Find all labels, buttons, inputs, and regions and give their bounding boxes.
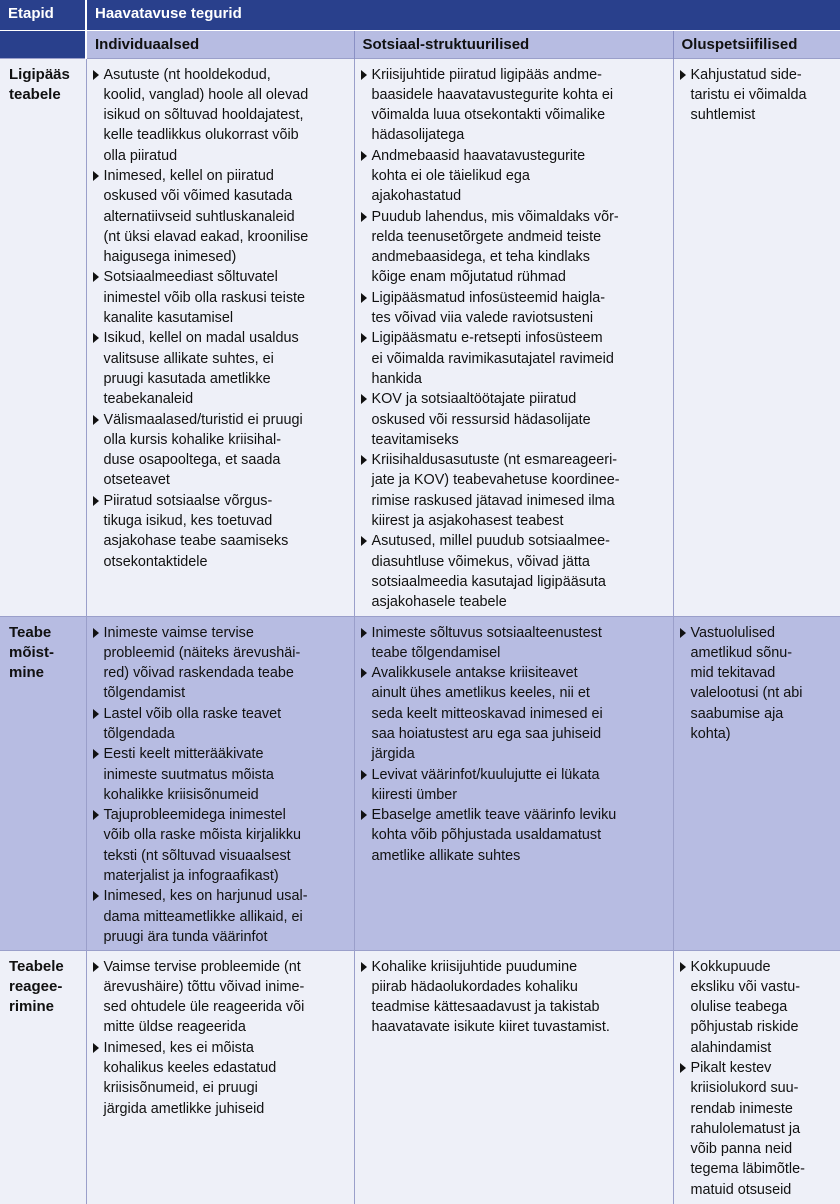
list-item-text-line: baasidele haavatavustegurite kohta ei <box>371 86 614 103</box>
stage-label-line: mõist- <box>9 643 54 661</box>
list-item-text-line: Vastuolulised <box>690 624 776 641</box>
list-item-text-line: alahindamist <box>690 1039 772 1056</box>
list-item-text-line: diasuhtluse võimekus, võivad jätta <box>371 553 590 570</box>
list-item-text-line: seda keelt mitteoskavad inimesed ei <box>371 705 603 722</box>
list-item-text-line: Ebaselge ametlik teave väärinfo leviku <box>371 807 617 824</box>
list-item-text-line: Isikud, kellel on madal usaldus <box>103 330 299 347</box>
triangle-bullet-icon <box>361 962 367 972</box>
triangle-bullet-icon <box>93 749 99 759</box>
list-item-text-line: (nt üksi elavad eakad, kroonilise <box>103 228 309 245</box>
list-item <box>93 166 348 267</box>
list-item-text-line: Sotsiaalmeediast sõltuvatel <box>103 269 278 286</box>
column-header-structural: Sotsiaal-struktuurilised <box>354 30 673 58</box>
list-item <box>93 623 348 704</box>
header-row-columns <box>0 30 840 58</box>
list-item-text-line: Inimeste vaimse tervise <box>103 624 254 641</box>
list-item <box>361 957 667 1038</box>
list-item-text-line: probleemid (näiteks ärevushäi- <box>103 644 301 661</box>
triangle-bullet-icon <box>93 891 99 901</box>
list-item <box>680 623 835 745</box>
triangle-bullet-icon <box>93 415 99 425</box>
list-item-text-line: ametlike allikate suhtes <box>371 847 521 864</box>
list-item-text-line: KOV ja sotsiaaltöötajate piiratud <box>371 391 577 408</box>
list-item-text-line: saabumise aja <box>690 705 784 722</box>
list-item-text-line: Kohalike kriisijuhtide puudumine <box>371 958 578 975</box>
factor-list <box>93 65 348 572</box>
list-item-text-line: Kriisijuhtide piiratud ligipääs andme- <box>371 66 602 83</box>
factor-list <box>361 65 667 613</box>
list-item <box>93 1038 348 1119</box>
list-item-text-line: teabe tõlgendamisel <box>371 644 501 661</box>
list-item-text-line: asjakohasele teabele <box>371 594 507 611</box>
individual-factors-cell <box>86 950 354 1204</box>
list-item <box>680 1058 835 1200</box>
list-item-text-line: põhjustab riskide <box>690 1019 799 1036</box>
list-item-text-line: kohalikus keeles edastatud <box>103 1059 277 1076</box>
list-item <box>93 410 348 491</box>
list-item-text-line: otsekontaktidele <box>103 553 208 570</box>
list-item <box>93 957 348 1038</box>
stage-label-line: Ligipääs <box>9 65 70 83</box>
list-item <box>93 491 348 572</box>
list-item-text-line: koolid, vanglad) hoole all olevad <box>103 86 309 103</box>
list-item-text-line: Eesti keelt mitterääkivate <box>103 746 264 763</box>
list-item-text-line: Välismaalased/turistid ei pruugi <box>103 411 303 428</box>
list-item-text-line: ei võimalda ravimikasutajatel ravimeid <box>371 350 614 367</box>
factor-list <box>93 623 348 948</box>
list-item <box>361 288 667 329</box>
list-item-text-line: tes võivad viia valede raviotsusteni <box>371 310 594 327</box>
stage-cell <box>0 58 86 616</box>
list-item-text-line: Asutuste (nt hooldekodud, <box>103 66 271 83</box>
list-item-text-line: järgida <box>371 746 415 763</box>
list-item-text-line: suhtlemist <box>690 107 756 124</box>
list-item-text-line: haigusega inimesed) <box>103 249 237 266</box>
list-item <box>361 65 667 146</box>
triangle-bullet-icon <box>361 212 367 222</box>
list-item-text-line: Inimesed, kellel on piiratud <box>103 167 274 184</box>
stage-label-line: Teabe <box>9 623 52 641</box>
stage-cell <box>0 616 86 950</box>
stage-header-spacer <box>0 30 86 58</box>
list-item-text-line: Piiratud sotsiaalse võrgus- <box>103 492 273 509</box>
list-item <box>361 207 667 288</box>
factor-list <box>680 957 835 1201</box>
triangle-bullet-icon <box>361 668 367 678</box>
list-item-text-line: rahulolematust ja <box>690 1120 801 1137</box>
list-item-text-line: kriisisõnumeid, ei pruugi <box>103 1080 258 1097</box>
stage-label-line: Teabele <box>9 957 64 975</box>
list-item-text-line: järgida ametlikke juhiseid <box>103 1100 265 1117</box>
list-item-text-line: kiiresti ümber <box>371 786 458 803</box>
list-item-text-line: olla kursis kohalike kriisihal- <box>103 431 282 448</box>
list-item-text-line: Inimeste sõltuvus sotsiaalteenustest <box>371 624 602 641</box>
list-item-text-line: duse osapooltega, et saada <box>103 452 281 469</box>
list-item <box>680 957 835 1058</box>
list-item <box>361 805 667 866</box>
triangle-bullet-icon <box>361 770 367 780</box>
list-item-text-line: teabekanaleid <box>103 391 194 408</box>
stage-column-header: Etapid <box>0 0 86 30</box>
list-item-text-line: sed ohtudele üle reageerida või <box>103 999 305 1016</box>
triangle-bullet-icon <box>680 628 686 638</box>
list-item-text-line: alternatiivseid suhtluskanaleid <box>103 208 295 225</box>
triangle-bullet-icon <box>361 455 367 465</box>
triangle-bullet-icon <box>361 151 367 161</box>
triangle-bullet-icon <box>93 496 99 506</box>
list-item-text-line: kanalite kasutamisel <box>103 310 234 327</box>
factor-list <box>93 957 348 1119</box>
list-item-text-line: Pikalt kestev <box>690 1059 772 1076</box>
triangle-bullet-icon <box>361 536 367 546</box>
list-item-text-line: ainult ühes ametlikus keeles, nii et <box>371 685 590 702</box>
individual-factors-cell <box>86 616 354 950</box>
factor-list <box>361 623 667 867</box>
list-item <box>361 328 667 389</box>
list-item-text-line: Puudub lahendus, mis võimaldaks võr- <box>371 208 619 225</box>
list-item <box>361 146 667 207</box>
list-item-text-line: kohalikke kriisisõnumeid <box>103 786 259 803</box>
structural-factors-cell <box>354 950 673 1204</box>
list-item <box>93 267 348 328</box>
list-item-text-line: Tajuprobleemidega inimestel <box>103 807 286 824</box>
list-item-text-line: olla piiratud <box>103 147 178 164</box>
triangle-bullet-icon <box>361 394 367 404</box>
list-item-text-line: Kokkupuude <box>690 958 771 975</box>
triangle-bullet-icon <box>93 962 99 972</box>
factor-list <box>361 957 667 1038</box>
list-item-text-line: dama mitteametlikke allikaid, ei <box>103 908 303 925</box>
list-item-text-line: võib panna neid <box>690 1141 793 1158</box>
list-item-text-line: Ligipääsmatu e-retsepti infosüsteem <box>371 330 603 347</box>
triangle-bullet-icon <box>680 1063 686 1073</box>
list-item-text-line: kohta võib põhjustada usaldamatust <box>371 827 602 844</box>
list-item-text-line: olulise teabega <box>690 999 788 1016</box>
list-item-text-line: rendab inimeste <box>690 1100 793 1117</box>
list-item-text-line: eksliku või vastu- <box>690 978 801 995</box>
list-item-text-line: red) võivad raskendada teabe <box>103 665 294 682</box>
triangle-bullet-icon <box>93 272 99 282</box>
list-item <box>93 704 348 745</box>
list-item <box>93 886 348 947</box>
stage-label-line: rimine <box>9 997 55 1015</box>
list-item-text-line: kõige enam mõjutatud rühmad <box>371 269 566 286</box>
list-item-text-line: Avalikkusele antakse kriisiteavet <box>371 665 578 682</box>
triangle-bullet-icon <box>93 810 99 820</box>
list-item-text-line: kohta ei ole täielikud ega <box>371 167 530 184</box>
list-item-text-line: kelle teadlikkus olukorrast võib <box>103 127 299 144</box>
list-item <box>680 65 835 126</box>
list-item <box>93 328 348 409</box>
list-item-text-line: Ligipääsmatud infosüsteemid haigla- <box>371 289 606 306</box>
table-row <box>0 58 840 616</box>
triangle-bullet-icon <box>93 70 99 80</box>
list-item-text-line: Vaimse tervise probleemide (nt <box>103 958 301 975</box>
triangle-bullet-icon <box>361 628 367 638</box>
stage-cell <box>0 950 86 1204</box>
factor-list <box>680 65 835 126</box>
list-item-text-line: teavitamiseks <box>371 431 459 448</box>
column-header-specific: Oluspetsiifilised <box>673 30 840 58</box>
list-item-text-line: oskused või ressursid hädasolijate <box>371 411 591 428</box>
list-item-text-line: Lastel võib olla raske teavet <box>103 705 282 722</box>
list-item-text-line: ametlikud sõnu- <box>690 644 793 661</box>
list-item-text-line: sotsiaalmeedia kasutajad ligipääsuta <box>371 573 606 590</box>
table-row <box>0 950 840 1204</box>
list-item-text-line: oskused või võimed kasutada <box>103 188 293 205</box>
factors-group-header: Haavatavuse tegurid <box>86 0 840 30</box>
list-item-text-line: Inimesed, kes on harjunud usal- <box>103 888 308 905</box>
list-item-text-line: isikud on sõltuvad hooldajatest, <box>103 107 304 124</box>
structural-factors-cell <box>354 616 673 950</box>
list-item-text-line: tikuga isikud, kes toetuvad <box>103 513 273 530</box>
list-item-text-line: valitsuse allikate suhtes, ei <box>103 350 274 367</box>
list-item-text-line: rimise raskused jätavad inimesed ilma <box>371 492 615 509</box>
header-row-top <box>0 0 840 30</box>
list-item <box>93 65 348 166</box>
list-item-text-line: andmebaasidega, et teha kindlaks <box>371 249 590 266</box>
list-item-text-line: asjakohase teabe saamiseks <box>103 533 289 550</box>
individual-factors-cell <box>86 58 354 616</box>
triangle-bullet-icon <box>680 962 686 972</box>
list-item <box>361 450 667 531</box>
list-item <box>361 663 667 764</box>
list-item-text-line: ärevushäire) tõttu võivad inime- <box>103 978 305 995</box>
list-item <box>93 744 348 805</box>
list-item-text-line: matuid otsuseid <box>690 1181 792 1198</box>
list-item-text-line: ajakohastatud <box>371 188 462 205</box>
specific-factors-cell <box>673 58 840 616</box>
triangle-bullet-icon <box>361 333 367 343</box>
list-item-text-line: piirab hädaolukordades kohaliku <box>371 978 578 995</box>
triangle-bullet-icon <box>93 709 99 719</box>
triangle-bullet-icon <box>93 628 99 638</box>
list-item-text-line: valelootusi (nt abi <box>690 685 803 702</box>
list-item-text-line: Andmebaasid haavatavustegurite <box>371 147 586 164</box>
list-item <box>361 765 667 806</box>
stage-label-line: reagee- <box>9 977 63 995</box>
list-item-text-line: teksti (nt sõltuvad visuaalsest <box>103 847 291 864</box>
triangle-bullet-icon <box>93 1043 99 1053</box>
list-item-text-line: tõlgendamist <box>103 685 186 702</box>
list-item-text-line: inimeste suutmatus mõista <box>103 766 274 783</box>
list-item-text-line: pruugi ära tunda väärinfot <box>103 928 268 945</box>
triangle-bullet-icon <box>93 333 99 343</box>
list-item-text-line: haavatavate isikute kiiret tuvastamist. <box>371 1019 610 1036</box>
list-item <box>361 623 667 664</box>
list-item-text-line: hädasolijatega <box>371 127 465 144</box>
triangle-bullet-icon <box>361 70 367 80</box>
list-item-text-line: saa hoiatustest aru ega saa juhiseid <box>371 725 602 742</box>
list-item-text-line: mid tekitavad <box>690 665 776 682</box>
list-item-text-line: otseteavet <box>103 472 170 489</box>
list-item-text-line: Kriisihaldusasutuste (nt esmareageeri- <box>371 452 618 469</box>
list-item-text-line: teadmise kättesaadavust ja takistab <box>371 999 600 1016</box>
list-item-text-line: hankida <box>371 370 422 387</box>
list-item-text-line: mitte üldse reageerida <box>103 1019 246 1036</box>
table-row <box>0 616 840 950</box>
list-item-text-line: Inimesed, kes ei mõista <box>103 1039 254 1056</box>
list-item-text-line: materjalist ja infograafikast) <box>103 868 279 885</box>
list-item-text-line: taristu ei võimalda <box>690 86 807 103</box>
list-item-text-line: tegema läbimõtle- <box>690 1161 805 1178</box>
list-item-text-line: Levivat väärinfot/kuulujutte ei lükata <box>371 766 600 783</box>
specific-factors-cell <box>673 950 840 1204</box>
list-item-text-line: Kahjustatud side- <box>690 66 802 83</box>
list-item <box>361 389 667 450</box>
triangle-bullet-icon <box>93 171 99 181</box>
list-item-text-line: pruugi kasutada ametlikke <box>103 370 271 387</box>
triangle-bullet-icon <box>361 810 367 820</box>
list-item-text-line: kriisiolukord suu- <box>690 1080 799 1097</box>
structural-factors-cell <box>354 58 673 616</box>
specific-factors-cell <box>673 616 840 950</box>
triangle-bullet-icon <box>680 70 686 80</box>
triangle-bullet-icon <box>361 293 367 303</box>
list-item-text-line: tõlgendada <box>103 725 175 742</box>
stage-label-line: mine <box>9 663 45 681</box>
factor-list <box>680 623 835 745</box>
list-item-text-line: Asutused, millel puudub sotsiaalmee- <box>371 533 610 550</box>
list-item-text-line: relda teenusetõrgete andmeid teiste <box>371 228 602 245</box>
list-item <box>93 805 348 886</box>
list-item <box>361 531 667 612</box>
list-item-text-line: võimalda luua otsekontakti võimalike <box>371 107 606 124</box>
list-item-text-line: kiirest ja asjakohasest teabest <box>371 513 564 530</box>
stage-label-line: teabele <box>9 85 61 103</box>
list-item-text-line: jate ja KOV) teabevahetuse koordinee- <box>371 472 620 489</box>
list-item-text-line: kohta) <box>690 725 731 742</box>
list-item-text-line: võib olla raske mõista kirjalikku <box>103 827 302 844</box>
list-item-text-line: inimestel võib olla raskusi teiste <box>103 289 306 306</box>
column-header-individual: Individuaalsed <box>86 30 354 58</box>
